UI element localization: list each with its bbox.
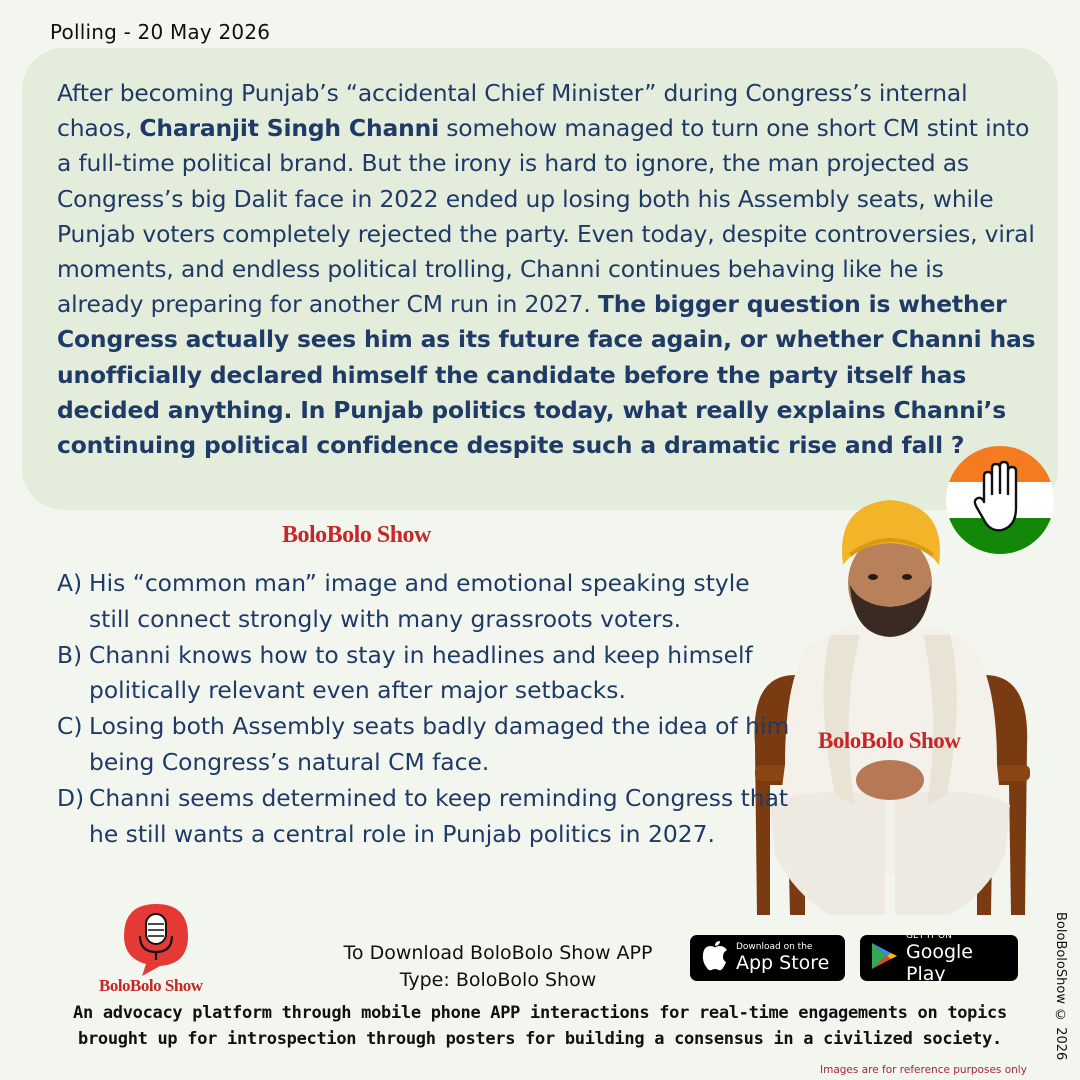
poll-options xyxy=(57,566,797,852)
footer-text xyxy=(30,1000,1050,1052)
brand-watermark-logo: BoloBolo Show xyxy=(99,976,203,995)
footer-line-1: An advocacy platform through mobile phone APP interactions for real-time engagements on topics xyxy=(73,1003,1007,1023)
poll-date: Polling - 20 May 2026 xyxy=(50,20,271,44)
copyright: BoloBoloShow © 2026 xyxy=(1053,912,1068,1061)
google-play-badge[interactable] xyxy=(860,931,1018,985)
option-b[interactable] xyxy=(57,638,797,710)
politician-name: Charanjit Singh Channi xyxy=(139,114,439,143)
appstore-small-label: Download on the xyxy=(736,942,813,952)
question-body: somehow managed to turn one short CM stint into a full-time political brand. But the irony is hard to ignore, the man projected as Congress’s big Dalit face in 2022 ended up losing both his Assembly seats, while Punjab voters completely rejected the party. Even today, despite controversies, viral moments, and endless political trolling, Channi continues behaving like he is already preparing for another CM run in 2027. xyxy=(57,114,1035,319)
download-line-2: Type: BoloBolo Show xyxy=(399,969,597,991)
googleplay-small-label: GET IT ON xyxy=(906,931,952,941)
download-line-1: To Download BoloBolo Show APP xyxy=(343,942,653,964)
brand-watermark-photo: BoloBolo Show xyxy=(818,728,961,753)
option-text: Channi knows how to stay in headlines and keep himself politically relevant even after major setbacks. xyxy=(89,640,753,705)
option-text: Channi seems determined to keep reminding Congress that he still wants a central role in Punjab politics in 2027. xyxy=(89,783,789,848)
appstore-big-label: App Store xyxy=(736,952,830,974)
option-c[interactable] xyxy=(57,709,797,781)
app-store-badge[interactable] xyxy=(690,935,845,981)
option-letter: D) xyxy=(57,783,85,812)
option-letter: B) xyxy=(57,640,83,669)
option-a[interactable] xyxy=(57,566,797,638)
apple-icon xyxy=(702,941,728,975)
google-play-icon xyxy=(870,941,898,975)
footer-line-2: brought up for introspection through posters for building a consensus in a civilized society. xyxy=(78,1029,1002,1049)
option-text: His “common man” image and emotional speaking style still connect strongly with many grassroots voters. xyxy=(89,569,750,633)
question-text xyxy=(57,76,1037,463)
podcast-mic-icon xyxy=(120,900,192,978)
option-d[interactable] xyxy=(57,781,797,853)
option-letter: C) xyxy=(57,712,83,741)
disclaimer: Images are for reference purposes only xyxy=(820,1064,1027,1076)
brand-watermark-top: BoloBolo Show xyxy=(282,522,431,548)
googleplay-big-label: Google Play xyxy=(906,941,974,985)
download-instructions xyxy=(320,940,676,994)
option-text: Losing both Assembly seats badly damaged the idea of him being Congress’s natural CM face. xyxy=(89,712,790,776)
question-bold: The bigger question is whether Congress actually sees him as its future face again, or whether Channi has unofficially declared himself the candidate before the party itself has decided anything. In Punjab politics today, what really explains Channi’s continuing political confidence despite such a dramatic rise and fall ? xyxy=(57,290,1036,460)
question-intro: After becoming Punjab’s “accidental Chief Minister” during Congress’s internal chaos, xyxy=(57,79,968,143)
option-letter: A) xyxy=(57,569,83,597)
